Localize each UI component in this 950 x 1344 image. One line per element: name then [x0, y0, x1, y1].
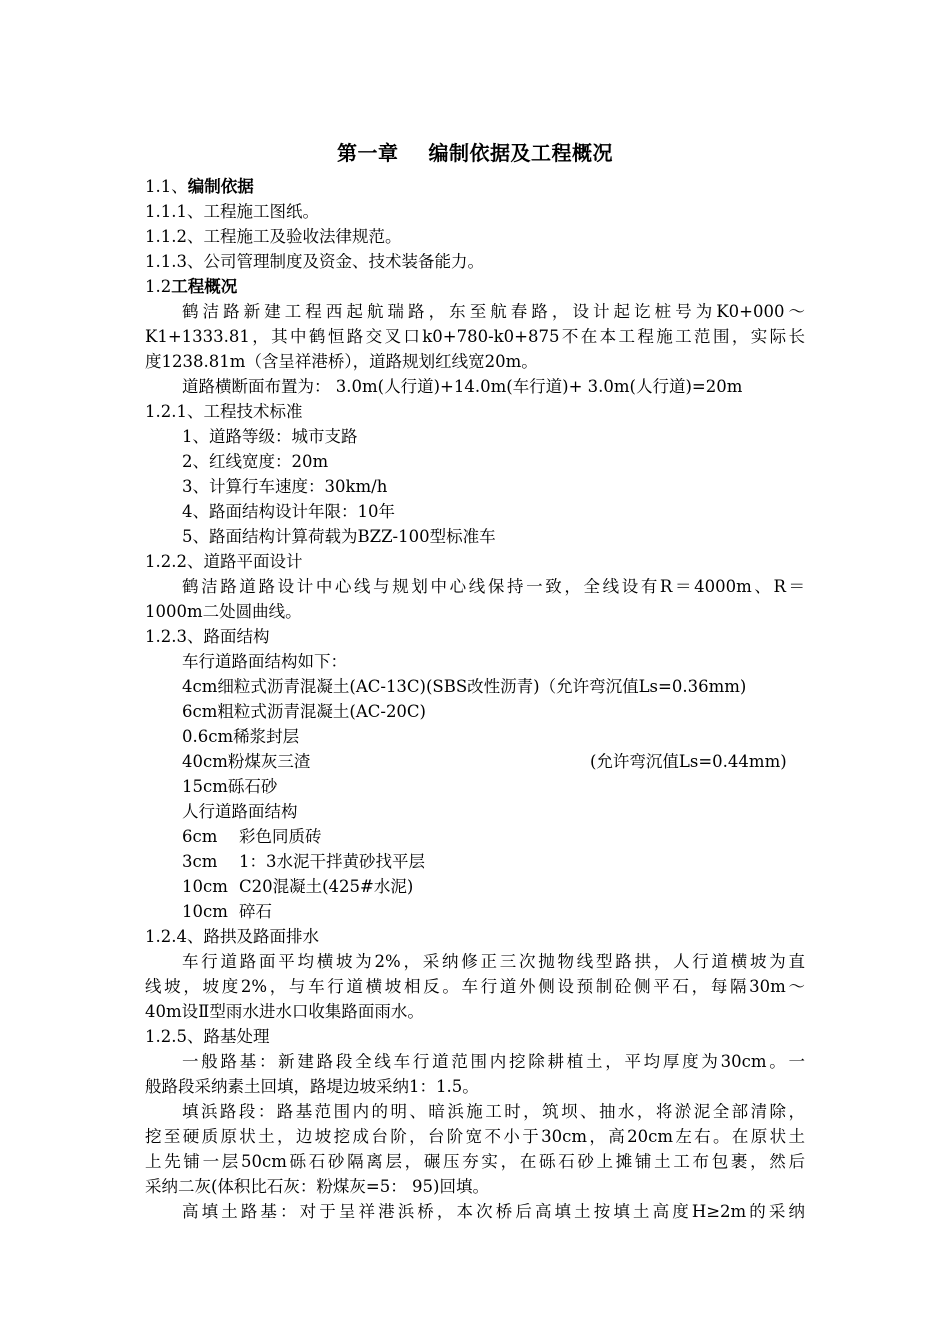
layer-line: 15cm砾石砂 — [182, 777, 278, 796]
paragraph-line: 人行道路面结构 — [182, 802, 298, 821]
paragraph-line: 般路段采纳素土回填，路堤边坡采纳1：1.5。 — [145, 1077, 479, 1096]
layer-line: 0.6cm稀浆封层 — [182, 727, 300, 746]
section-heading-1-2-5: 1.2.5、路基处理 — [145, 1027, 270, 1046]
document-body — [145, 174, 805, 1224]
section-heading-1-2-2: 1.2.2、道路平面设计 — [145, 552, 303, 571]
list-item: 5、路面结构计算荷载为BZZ-100型标准车 — [182, 527, 496, 546]
paragraph-line: K1+1333.81，其中鹤恒路交叉口k0+780-k0+875不在本工程施工范围，实际长 — [145, 327, 805, 346]
paragraph-line: 车行道路面平均横坡为2%，采纳修正三次抛物线型路拱，人行道横坡为直 — [182, 952, 805, 971]
layer-line: 6cm粗粒式沥青混凝土(AC-20C) — [182, 702, 426, 721]
paragraph-line: 40m设Ⅱ型雨水进水口收集路面雨水。 — [145, 1002, 424, 1021]
list-item: 3、计算行车速度：30km/h — [182, 477, 388, 496]
paragraph-line: 上先铺一层50cm砾石砂隔离层，碾压夯实，在砾石砂上摊铺土工布包裹，然后 — [145, 1152, 805, 1171]
paragraph-line: 鹤洁路道路设计中心线与规划中心线保持一致，全线设有R＝4000m、R＝ — [182, 577, 805, 596]
list-item: 1.1.1、工程施工图纸。 — [145, 202, 319, 221]
paragraph-line: 线坡，坡度2%，与车行道横坡相反。车行道外侧设预制砼侧平石，每隔30m～ — [145, 977, 805, 996]
list-item: 4、路面结构设计年限：10年 — [182, 502, 395, 521]
layer-line: 4cm细粒式沥青混凝土(AC-13C)(SBS改性沥青)（允许弯沉值Ls=0.36mm) — [182, 677, 747, 696]
paragraph-line: 度1238.81m（含呈祥港桥），道路规划红线宽20m。 — [145, 352, 538, 371]
paragraph-line: 车行道路面结构如下： — [182, 652, 347, 671]
chapter-title — [0, 137, 950, 166]
paragraph-line: 高填土路基：对于呈祥港浜桥，本次桥后高填土按填土高度H≥2m的采纳 — [182, 1202, 805, 1221]
list-item: 1.1.2、工程施工及验收法律规范。 — [145, 227, 402, 246]
layer-line: 6cm 彩色同质砖 — [182, 827, 322, 846]
section-heading-1-2-3: 1.2.3、路面结构 — [145, 627, 270, 646]
section-heading-1-2-4: 1.2.4、路拱及路面排水 — [145, 927, 319, 946]
section-heading-1-1: 1.1、编制依据 — [145, 177, 254, 196]
paragraph-line: 道路横断面布置为： 3.0m(人行道)+14.0m(车行道)+ 3.0m(人行道)=20m — [182, 377, 743, 396]
paragraph-line: 1000m二处圆曲线。 — [145, 602, 302, 621]
section-heading-1-2-1: 1.2.1、工程技术标准 — [145, 402, 303, 421]
paragraph-line: 采纳二灰(体积比石灰：粉煤灰=5： 95)回填。 — [145, 1177, 489, 1196]
layer-line: 3cm 1：3水泥干拌黄砂找平层 — [182, 852, 425, 871]
section-heading-1-2: 1.2工程概况 — [145, 277, 238, 296]
layer-line: 40cm粉煤灰三渣 (允许弯沉值Ls=0.44mm) — [182, 752, 787, 771]
paragraph-line: 填浜路段：路基范围内的明、暗浜施工时，筑坝、抽水，将淤泥全部清除， — [182, 1102, 805, 1121]
chapter-name: 编制依据及工程概况 — [428, 141, 613, 165]
layer-line: 10cm C20混凝土(425#水泥) — [182, 877, 414, 896]
list-item: 1、道路等级：城市支路 — [182, 427, 358, 446]
paragraph-line: 挖至硬质原状土，边坡挖成台阶，台阶宽不小于30cm，高20cm左右。在原状土 — [145, 1127, 805, 1146]
paragraph-line: 鹤洁路新建工程西起航瑞路，东至航春路，设计起讫桩号为K0+000～ — [182, 302, 805, 321]
chapter-number: 第一章 — [337, 141, 399, 165]
list-item: 1.1.3、公司管理制度及资金、技术装备能力。 — [145, 252, 484, 271]
list-item: 2、红线宽度：20m — [182, 452, 329, 471]
paragraph-line: 一般路基：新建路段全线车行道范围内挖除耕植土，平均厚度为30cm。一 — [182, 1052, 805, 1071]
layer-line: 10cm 碎石 — [182, 902, 272, 921]
